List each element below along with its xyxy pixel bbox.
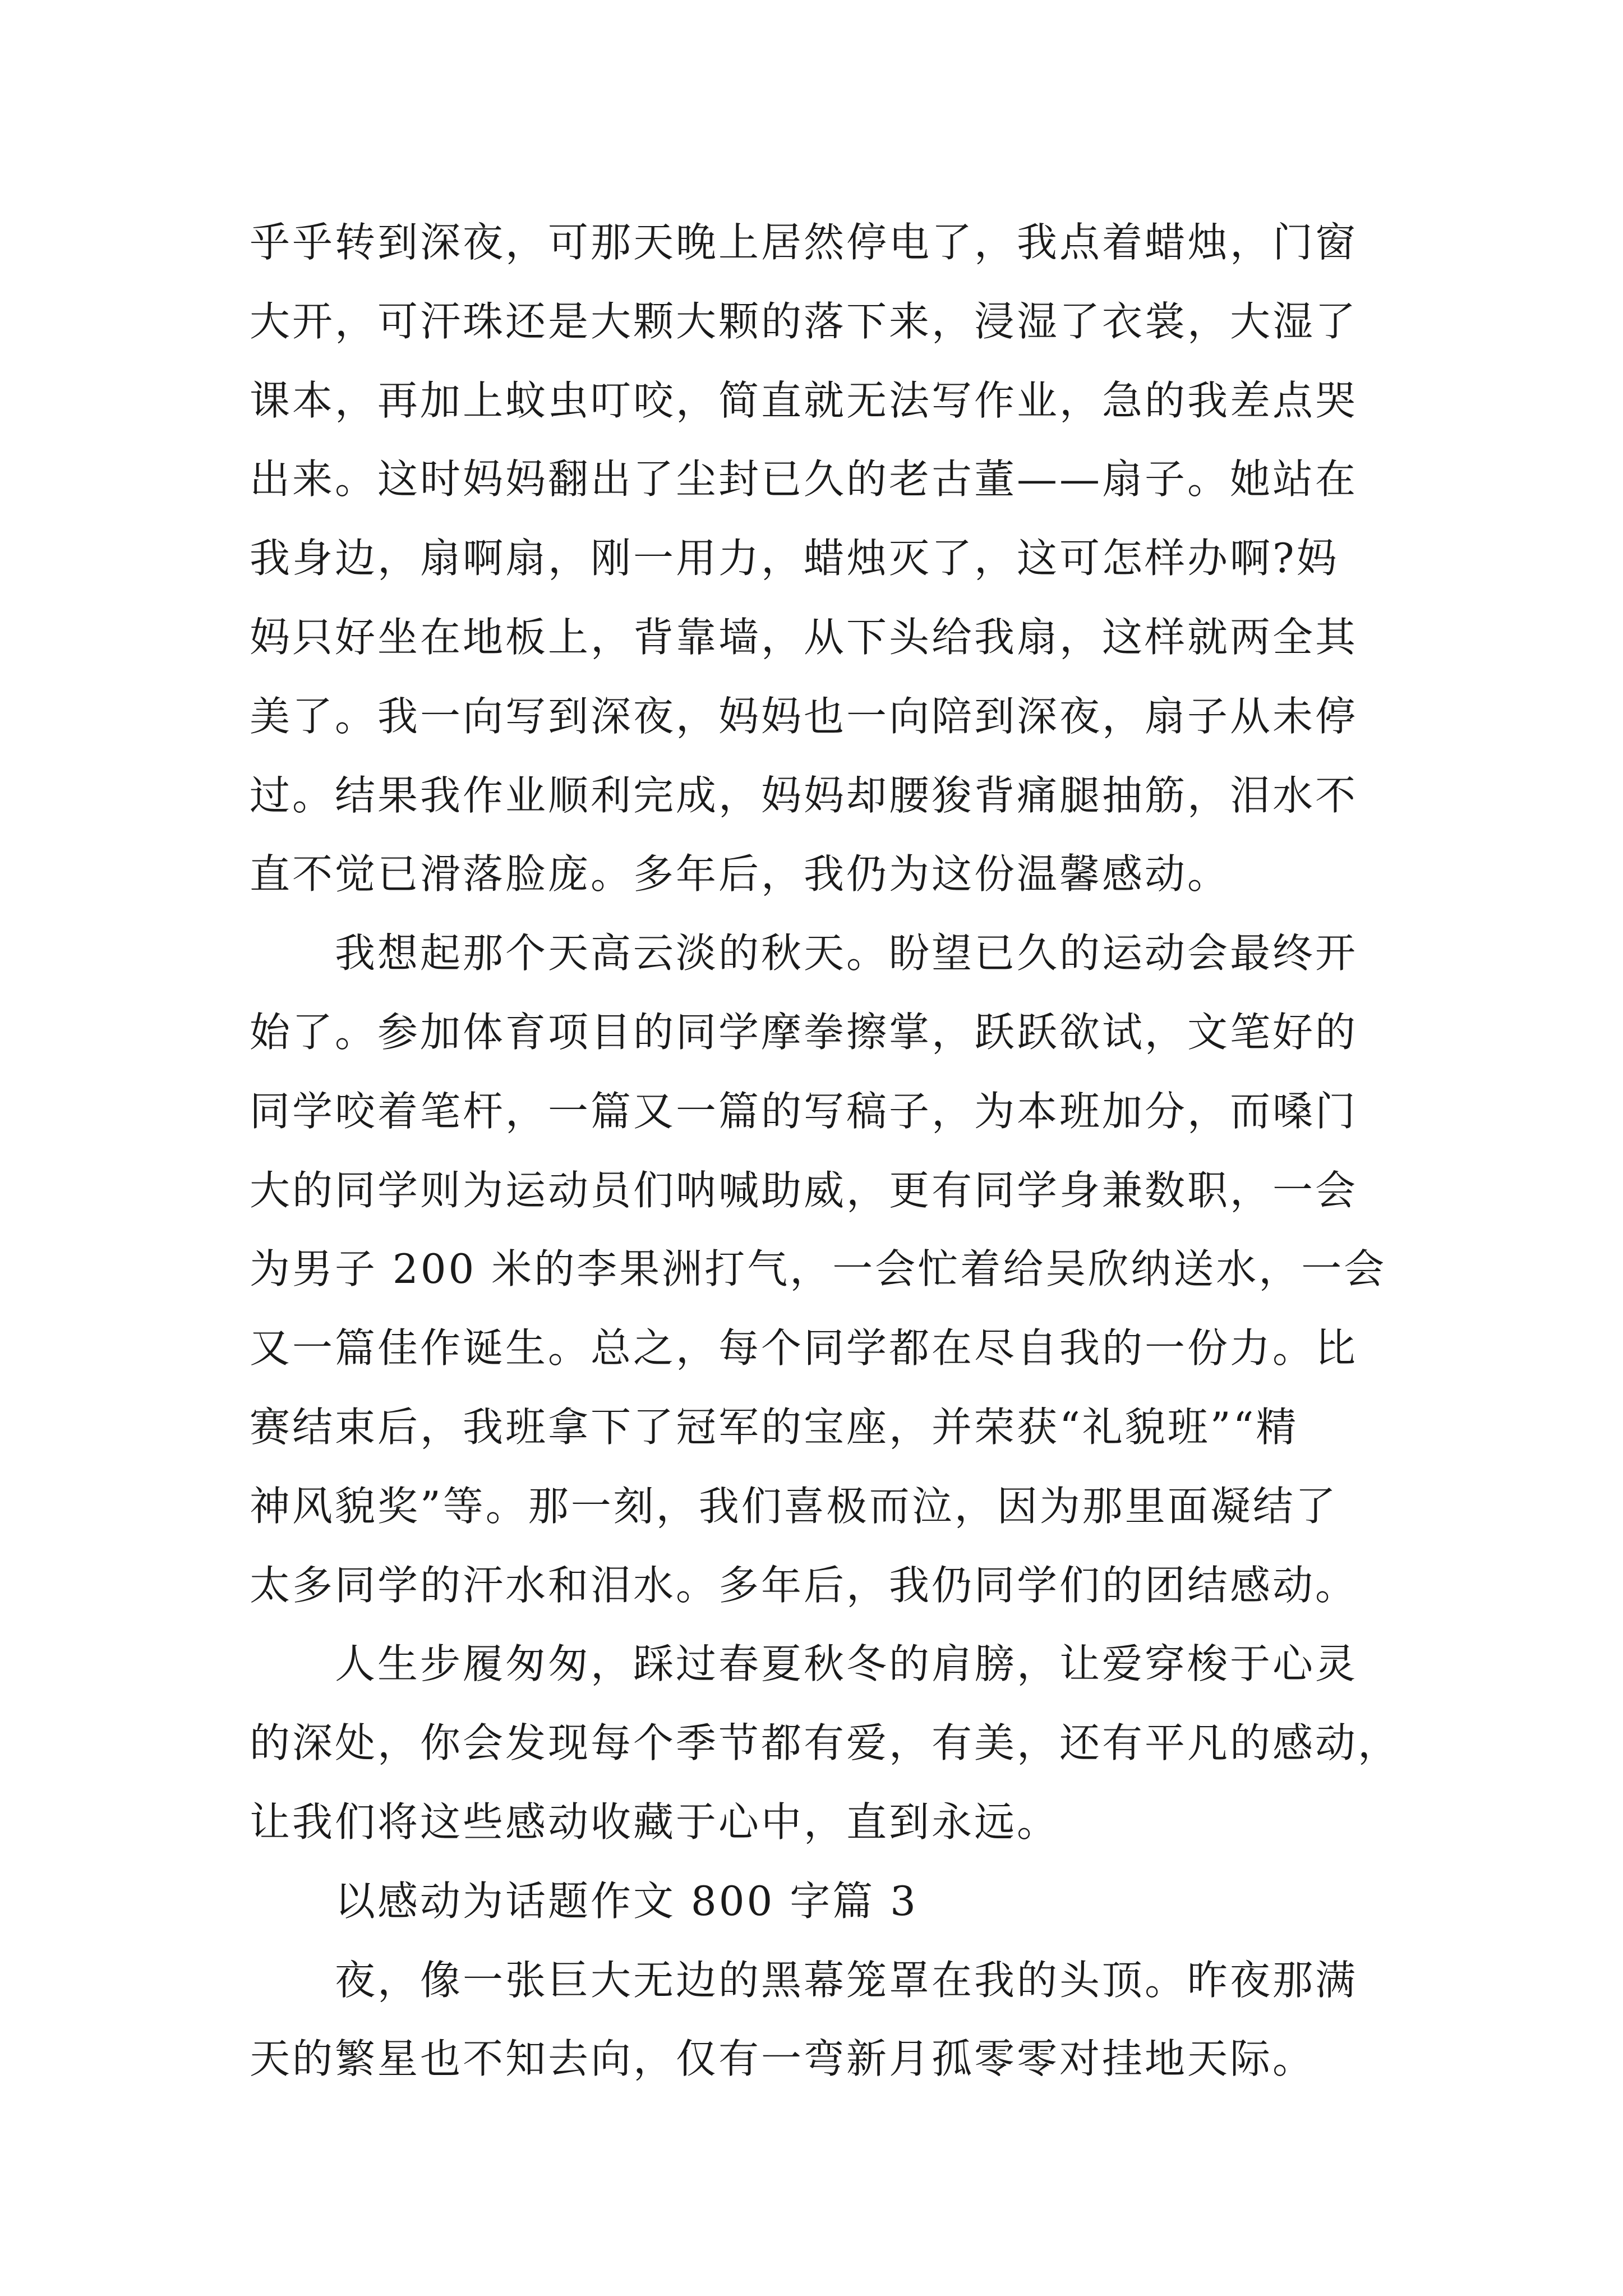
text-line: 同学咬着笔杆，一篇又一篇的写稿子，为本班加分，而嗓门	[250, 1087, 1358, 1135]
text-line: 人生步履匆匆，踩过春夏秋冬的肩膀，让爱穿梭于心灵	[250, 1640, 1358, 1688]
text-line: 神风貌奖”等。那一刻，我们喜极而泣，因为那里面凝结了	[250, 1482, 1338, 1530]
text-line: 乎乎转到深夜，可那天晚上居然停电了，我点着蜡烛，门窗	[250, 219, 1358, 266]
text-line: 夜，像一张巨大无边的黑幕笼罩在我的头顶。昨夜那满	[250, 1956, 1358, 2004]
text-line: 我身边，扇啊扇，刚一用力，蜡烛灭了，这可怎样办啊?妈	[250, 535, 1339, 582]
text-line: 为男子 200 米的李果洲打气，一会忙着给吴欣纳送水，一会	[250, 1245, 1387, 1293]
text-line: 赛结束后，我班拿下了冠军的宝座，并荣获“礼貌班”“精	[250, 1403, 1299, 1451]
text-line: 我想起那个天高云淡的秋天。盼望已久的运动会最终开	[250, 930, 1358, 977]
text-line: 妈只好坐在地板上，背靠墙，从下头给我扇，这样就两全其	[250, 613, 1358, 661]
text-line: 大的同学则为运动员们呐喊助威，更有同学身兼数职，一会	[250, 1166, 1358, 1214]
text-line: 课本，再加上蚊虫叮咬，简直就无法写作业，急的我差点哭	[250, 376, 1358, 424]
text-line: 始了。参加体育项目的同学摩拳擦掌，跃跃欲试，文笔好的	[250, 1008, 1358, 1056]
section-heading: 以感动为话题作文 800 字篇 3	[250, 1877, 918, 1925]
text-line: 让我们将这些感动收藏于心中，直到永远。	[250, 1798, 1060, 1846]
body-text	[250, 203, 1401, 2099]
text-line: 太多同学的汗水和泪水。多年后，我仍同学们的团结感动。	[250, 1561, 1358, 1609]
text-line: 又一篇佳作诞生。总之，每个同学都在尽自我的一份力。比	[250, 1324, 1358, 1372]
text-line: 直不觉已滑落脸庞。多年后，我仍为这份温馨感动。	[250, 850, 1230, 898]
text-line: 美了。我一向写到深夜，妈妈也一向陪到深夜，扇子从未停	[250, 692, 1358, 740]
text-line: 大开，可汗珠还是大颗大颗的落下来，浸湿了衣裳，大湿了	[250, 297, 1358, 345]
text-line: 天的繁星也不知去向，仅有一弯新月孤零零对挂地天际。	[250, 2035, 1316, 2083]
text-line: 的深处，你会发现每个季节都有爱，有美，还有平凡的感动，	[250, 1719, 1401, 1767]
text-line: 出来。这时妈妈翻出了尘封已久的老古董——扇子。她站在	[250, 455, 1358, 503]
text-line: 过。结果我作业顺利完成，妈妈却腰狻背痛腿抽筋，泪水不	[250, 771, 1358, 819]
